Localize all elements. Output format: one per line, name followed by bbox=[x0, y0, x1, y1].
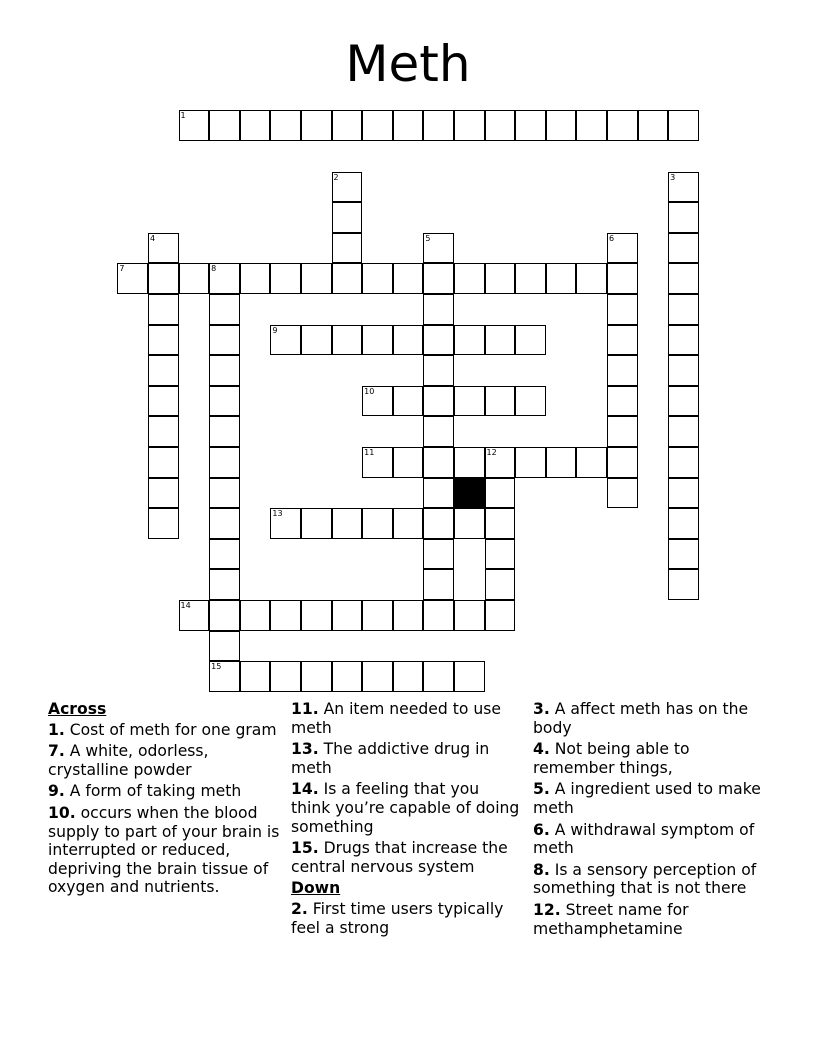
grid-cell[interactable] bbox=[423, 263, 454, 294]
grid-cell[interactable] bbox=[148, 416, 179, 447]
grid-cell[interactable] bbox=[209, 539, 240, 570]
grid-cell[interactable] bbox=[668, 233, 699, 264]
grid-cell[interactable] bbox=[515, 110, 546, 141]
grid-cell[interactable] bbox=[638, 110, 669, 141]
clue-down-2 bbox=[291, 900, 521, 937]
grid-cell[interactable] bbox=[454, 386, 485, 417]
grid-cell[interactable] bbox=[423, 325, 454, 356]
grid-cell[interactable] bbox=[515, 263, 546, 294]
clue-number: 11. bbox=[291, 700, 319, 718]
grid-cell[interactable] bbox=[148, 294, 179, 325]
grid-cell[interactable] bbox=[454, 661, 485, 692]
grid-cell[interactable] bbox=[209, 478, 240, 509]
clue-across-11 bbox=[291, 700, 521, 737]
clue-text: A ingredient used to make meth bbox=[533, 780, 761, 817]
clue-number: 3. bbox=[533, 700, 550, 718]
grid-cell[interactable] bbox=[393, 110, 424, 141]
grid-cell[interactable] bbox=[393, 263, 424, 294]
grid-cell[interactable] bbox=[607, 478, 638, 509]
grid-cell[interactable] bbox=[332, 508, 363, 539]
clue-number: 1. bbox=[48, 720, 65, 739]
grid-cell[interactable] bbox=[576, 110, 607, 141]
grid-cell[interactable] bbox=[485, 386, 516, 417]
grid-cell[interactable] bbox=[454, 508, 485, 539]
grid-cell[interactable] bbox=[332, 325, 363, 356]
clue-text: An item needed to use meth bbox=[291, 700, 501, 737]
clue-across-9 bbox=[48, 782, 283, 801]
cell-number: 10 bbox=[364, 386, 375, 396]
grid-cell[interactable] bbox=[362, 263, 393, 294]
grid-cell[interactable] bbox=[423, 539, 454, 570]
clue-number: 15. bbox=[291, 839, 319, 858]
grid-cell[interactable] bbox=[240, 661, 271, 692]
grid-cell[interactable] bbox=[209, 325, 240, 356]
clue-number: 7. bbox=[48, 742, 65, 761]
grid-cell[interactable] bbox=[607, 110, 638, 141]
grid-cell[interactable] bbox=[607, 447, 638, 478]
grid-cell[interactable] bbox=[393, 661, 424, 692]
grid-cell[interactable] bbox=[301, 600, 332, 631]
grid-cell[interactable] bbox=[332, 263, 363, 294]
clue-across-14 bbox=[291, 780, 521, 836]
grid-cell[interactable] bbox=[423, 416, 454, 447]
cell-number: 1 bbox=[180, 111, 186, 121]
grid-cell[interactable] bbox=[423, 478, 454, 509]
grid-cell[interactable] bbox=[515, 386, 546, 417]
grid-cell[interactable] bbox=[179, 263, 210, 294]
grid-cell[interactable] bbox=[668, 478, 699, 509]
grid-cell[interactable] bbox=[148, 355, 179, 386]
grid-cell[interactable] bbox=[117, 263, 148, 294]
clue-text: A white, odorless, crystalline powder bbox=[48, 742, 209, 779]
grid-cell[interactable] bbox=[668, 508, 699, 539]
grid-cell[interactable] bbox=[362, 661, 393, 692]
clue-across-1 bbox=[48, 721, 283, 740]
clue-down-3 bbox=[533, 700, 765, 737]
clue-down-5 bbox=[533, 780, 765, 817]
grid-cell[interactable] bbox=[209, 110, 240, 141]
clue-across-15 bbox=[291, 839, 521, 876]
cell-number: 4 bbox=[149, 233, 156, 243]
grid-cell[interactable] bbox=[209, 416, 240, 447]
clue-text: A withdrawal symptom of meth bbox=[533, 820, 755, 858]
grid-cell[interactable] bbox=[209, 294, 240, 325]
clue-number: 8. bbox=[533, 860, 550, 879]
grid-cell[interactable] bbox=[668, 386, 699, 417]
grid-cell[interactable] bbox=[454, 447, 485, 478]
grid-cell[interactable] bbox=[393, 325, 424, 356]
grid-cell[interactable] bbox=[209, 600, 240, 631]
grid-cell[interactable] bbox=[270, 325, 301, 356]
clues-column-1 bbox=[48, 700, 283, 900]
grid-cell[interactable] bbox=[485, 110, 516, 141]
grid-cell[interactable] bbox=[179, 110, 210, 141]
clue-across-7 bbox=[48, 742, 283, 779]
grid-cell[interactable] bbox=[423, 294, 454, 325]
cell-number: 12 bbox=[486, 447, 497, 457]
grid-cell[interactable] bbox=[668, 447, 699, 478]
grid-cell[interactable] bbox=[362, 110, 393, 141]
grid-cell[interactable] bbox=[270, 600, 301, 631]
grid-cell[interactable] bbox=[332, 202, 363, 233]
grid-cell[interactable] bbox=[209, 508, 240, 539]
cell-number: 13 bbox=[272, 509, 283, 519]
grid-cell[interactable] bbox=[576, 447, 607, 478]
grid-cell[interactable] bbox=[423, 661, 454, 692]
grid-cell[interactable] bbox=[668, 325, 699, 356]
grid-cell[interactable] bbox=[240, 263, 271, 294]
grid-cell[interactable] bbox=[148, 263, 179, 294]
cell-number: 14 bbox=[180, 600, 191, 610]
grid-cell[interactable] bbox=[240, 110, 271, 141]
grid-cell[interactable] bbox=[423, 355, 454, 386]
grid-cell[interactable] bbox=[301, 263, 332, 294]
clue-down-6 bbox=[533, 821, 765, 858]
grid-cell[interactable] bbox=[148, 447, 179, 478]
grid-cell[interactable] bbox=[240, 600, 271, 631]
grid-cell[interactable] bbox=[301, 110, 332, 141]
grid-cell[interactable] bbox=[454, 110, 485, 141]
grid-cell[interactable] bbox=[270, 661, 301, 692]
cell-number: 9 bbox=[272, 325, 278, 335]
cell-number: 15 bbox=[211, 662, 222, 672]
grid-cell[interactable] bbox=[332, 661, 363, 692]
grid-cell[interactable] bbox=[362, 600, 393, 631]
grid-cell[interactable] bbox=[668, 416, 699, 447]
grid-cell[interactable] bbox=[148, 233, 179, 264]
grid-cell[interactable] bbox=[423, 600, 454, 631]
grid-cell[interactable] bbox=[393, 600, 424, 631]
down-heading: Down bbox=[291, 879, 341, 898]
clue-number: 5. bbox=[533, 780, 550, 799]
puzzle-title: Meth bbox=[345, 35, 471, 93]
grid-cell[interactable] bbox=[209, 386, 240, 417]
grid-cell[interactable] bbox=[485, 600, 516, 631]
grid-cell[interactable] bbox=[668, 202, 699, 233]
grid-cell[interactable] bbox=[301, 661, 332, 692]
grid-cell[interactable] bbox=[454, 600, 485, 631]
clue-number: 6. bbox=[533, 820, 550, 839]
grid-cell[interactable] bbox=[209, 263, 240, 294]
grid-cell[interactable] bbox=[179, 600, 210, 631]
clue-down-4 bbox=[533, 740, 765, 777]
grid-cell[interactable] bbox=[607, 416, 638, 447]
grid-cell[interactable] bbox=[209, 447, 240, 478]
grid-cell[interactable] bbox=[423, 569, 454, 600]
clue-down-12 bbox=[533, 901, 765, 938]
grid-cell[interactable] bbox=[515, 447, 546, 478]
grid-cell[interactable] bbox=[668, 110, 699, 141]
grid-cell[interactable] bbox=[485, 508, 516, 539]
grid-cell[interactable] bbox=[668, 263, 699, 294]
clue-text: A form of taking meth bbox=[69, 782, 242, 801]
cell-number: 5 bbox=[425, 233, 431, 243]
grid-cell[interactable] bbox=[485, 325, 516, 356]
grid-cell[interactable] bbox=[485, 447, 516, 478]
grid-cell[interactable] bbox=[668, 569, 699, 600]
clue-across-10 bbox=[48, 804, 283, 897]
grid-cell[interactable] bbox=[485, 569, 516, 600]
grid-cell[interactable] bbox=[393, 508, 424, 539]
clue-number: 2. bbox=[291, 899, 308, 918]
grid-cell[interactable] bbox=[332, 233, 363, 264]
across-heading: Across bbox=[48, 700, 107, 718]
grid-cell[interactable] bbox=[209, 661, 240, 692]
clue-text: Is a sensory perception of something that is not there bbox=[533, 860, 757, 898]
grid-cell[interactable] bbox=[485, 478, 516, 509]
clue-number: 10. bbox=[48, 803, 76, 822]
grid-cell[interactable] bbox=[393, 447, 424, 478]
grid-cell[interactable] bbox=[454, 325, 485, 356]
grid-cell[interactable] bbox=[209, 631, 240, 662]
grid-cell[interactable] bbox=[423, 447, 454, 478]
grid-cell[interactable] bbox=[270, 508, 301, 539]
grid-cell[interactable] bbox=[454, 263, 485, 294]
grid-cell[interactable] bbox=[515, 325, 546, 356]
grid-cell[interactable] bbox=[576, 263, 607, 294]
clues-column-2 bbox=[291, 700, 521, 940]
grid-cell[interactable] bbox=[301, 508, 332, 539]
clue-across-13 bbox=[291, 740, 521, 777]
grid-cell[interactable] bbox=[546, 447, 577, 478]
clue-number: 9. bbox=[48, 782, 65, 801]
grid-cell[interactable] bbox=[148, 508, 179, 539]
grid-cell[interactable] bbox=[270, 110, 301, 141]
grid-cell[interactable] bbox=[362, 508, 393, 539]
clue-number: 13. bbox=[291, 740, 319, 759]
clue-down-8 bbox=[533, 861, 765, 898]
grid-cell[interactable] bbox=[209, 355, 240, 386]
grid-cell[interactable] bbox=[393, 386, 424, 417]
grid-cell[interactable] bbox=[607, 294, 638, 325]
grid-cell[interactable] bbox=[332, 600, 363, 631]
grid-cell[interactable] bbox=[668, 172, 699, 203]
grid-cell[interactable] bbox=[668, 539, 699, 570]
grid-cell[interactable] bbox=[332, 172, 363, 203]
cell-number: 7 bbox=[119, 264, 125, 274]
grid-cell[interactable] bbox=[301, 325, 332, 356]
cell-number: 8 bbox=[211, 264, 217, 274]
grid-cell[interactable] bbox=[362, 386, 393, 417]
clue-text: A affect meth has on the body bbox=[533, 700, 749, 737]
clue-text: Not being able to remember things, bbox=[533, 740, 690, 777]
clue-text: Drugs that increase the central nervous system bbox=[291, 839, 508, 876]
grid-cell[interactable] bbox=[423, 508, 454, 539]
clue-number: 4. bbox=[533, 740, 550, 759]
grid-cell[interactable] bbox=[546, 263, 577, 294]
grid-cell[interactable] bbox=[485, 263, 516, 294]
cell-number: 3 bbox=[670, 172, 676, 182]
grid-cell[interactable] bbox=[668, 355, 699, 386]
clue-text: First time users typically feel a strong bbox=[291, 899, 504, 937]
grid-cell[interactable] bbox=[546, 110, 577, 141]
clue-text: Is a feeling that you think you’re capable of doing something bbox=[291, 780, 520, 836]
clue-number: 14. bbox=[291, 780, 319, 799]
grid-cell[interactable] bbox=[362, 325, 393, 356]
grid-cell[interactable] bbox=[607, 386, 638, 417]
grid-cell[interactable] bbox=[607, 325, 638, 356]
grid-cell[interactable] bbox=[485, 539, 516, 570]
grid-cell[interactable] bbox=[607, 263, 638, 294]
grid-cell[interactable] bbox=[362, 447, 393, 478]
grid-cell[interactable] bbox=[209, 569, 240, 600]
grid-cell[interactable] bbox=[423, 233, 454, 264]
grid-cell[interactable] bbox=[607, 355, 638, 386]
clue-number: 12. bbox=[533, 900, 561, 919]
cell-number: 2 bbox=[333, 172, 339, 182]
clue-text: The addictive drug in meth bbox=[291, 740, 490, 777]
grid-cell[interactable] bbox=[668, 294, 699, 325]
clue-text: Street name for methamphetamine bbox=[533, 900, 689, 938]
grid-cell[interactable] bbox=[607, 233, 638, 264]
clues-column-3 bbox=[533, 700, 765, 941]
clue-text: Cost of meth for one gram bbox=[69, 720, 277, 739]
grid-cell[interactable] bbox=[423, 386, 454, 417]
black-cell bbox=[454, 478, 485, 509]
clue-text: occurs when the blood supply to part of your brain is interrupted or reduced, depriving the brain tissue of oxygen and nutrients. bbox=[48, 803, 280, 897]
cell-number: 6 bbox=[608, 233, 615, 243]
grid-cell[interactable] bbox=[148, 478, 179, 509]
grid-cell[interactable] bbox=[423, 110, 454, 141]
grid-cell[interactable] bbox=[270, 263, 301, 294]
grid-cell[interactable] bbox=[332, 110, 363, 141]
grid-cell[interactable] bbox=[148, 386, 179, 417]
grid-cell[interactable] bbox=[148, 325, 179, 356]
cell-number: 11 bbox=[364, 447, 375, 457]
